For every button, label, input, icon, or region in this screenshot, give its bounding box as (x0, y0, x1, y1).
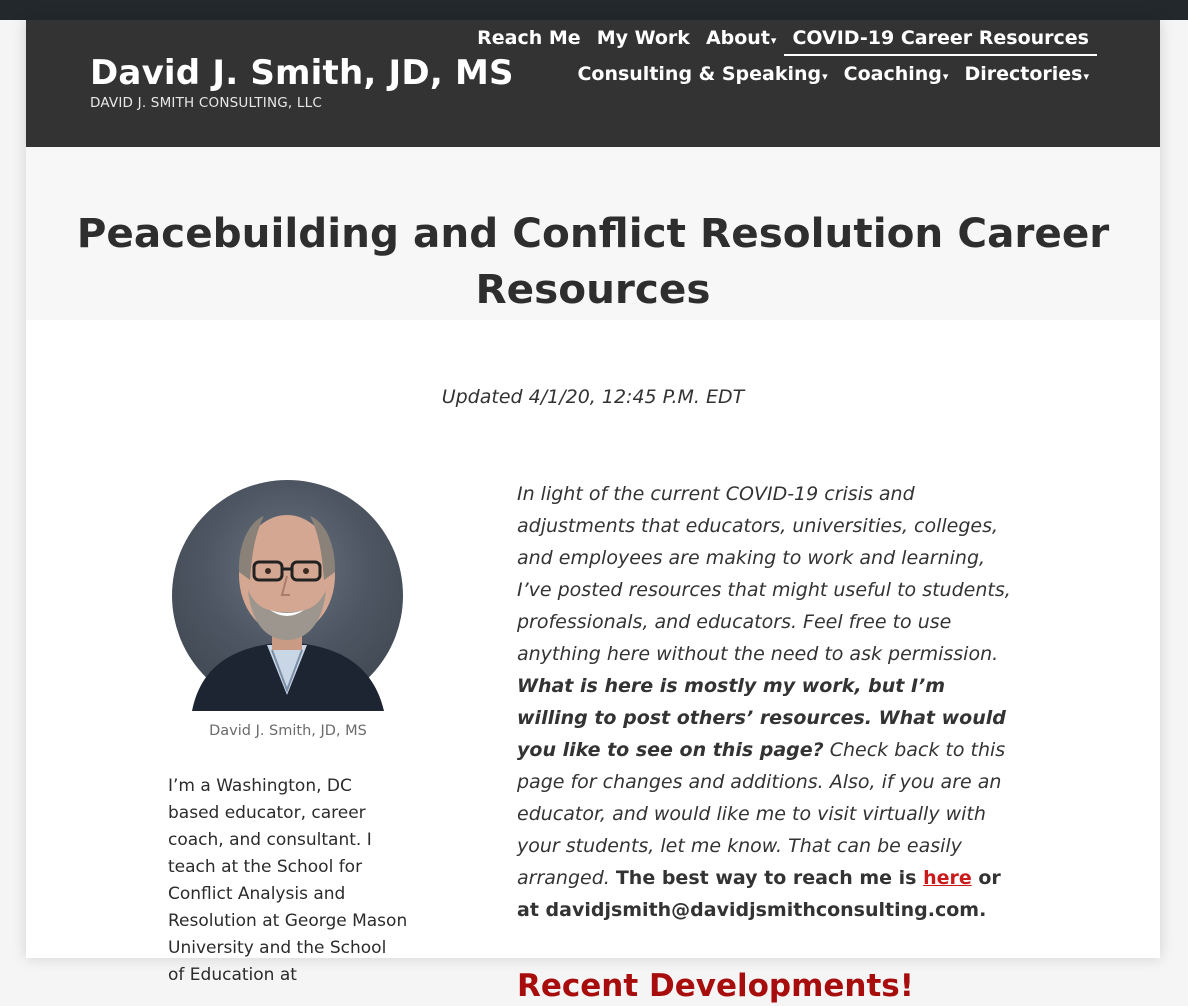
nav-item-consulting-speaking[interactable] (569, 56, 835, 90)
reach-me-link[interactable]: here (923, 867, 972, 889)
page-container (26, 20, 1160, 1004)
author-sidebar (168, 480, 408, 989)
nav-item-about[interactable] (698, 20, 785, 54)
nav-item-directories[interactable] (956, 56, 1097, 90)
site-header (26, 20, 1160, 147)
main-content (517, 478, 1022, 1006)
chevron-down-icon: ▾ (942, 70, 949, 83)
nav-item-label: COVID-19 Career Resources (792, 27, 1089, 49)
photo-caption: David J. Smith, JD, MS (209, 723, 367, 739)
nav-item-label: Consulting & Speaking (577, 63, 822, 85)
browser-top-bar (0, 0, 1188, 20)
portrait-illustration (172, 480, 403, 711)
nav-item-label: About (705, 27, 770, 49)
nav-item-label: Coaching (843, 63, 942, 85)
nav-item-my-work[interactable] (589, 20, 698, 54)
intro-paragraph (517, 478, 1022, 926)
nav-item-covid-19-career-resources[interactable] (784, 20, 1097, 56)
nav-item-reach-me[interactable] (469, 20, 589, 54)
nav-item-coaching[interactable] (836, 56, 957, 90)
updated-timestamp: Updated 4/1/20, 12:45 P.M. EDT (441, 386, 745, 408)
chevron-down-icon: ▾ (822, 70, 828, 83)
chevron-down-icon: ▾ (1083, 70, 1089, 83)
author-photo (172, 480, 403, 711)
reach-prefix: The best way to reach me is (615, 867, 924, 889)
site-title[interactable]: David J. Smith, JD, MS (90, 53, 514, 93)
reach-suffix: or at davidjsmith@davidjsmithconsulting.com. (517, 867, 1001, 921)
author-bio: I’m a Washington, DC based educator, career coach, and consultant. I teach at the School for Conflict Analysis and Resolution at George Mason University and the School of Education at (168, 776, 408, 985)
nav-item-label: Directories (964, 63, 1083, 85)
page-title: Peacebuilding and Conflict Resolution Career Resources (76, 209, 1110, 313)
intro-text-1: In light of the current COVID-19 crisis and adjustments that educators, universities, colleges, and employees are making to work and learning, I’ve posted resources that might useful to students, professionals, and educators. Feel free to use anything here without the need to ask permission. (517, 483, 1011, 665)
main-nav (457, 20, 1097, 90)
nav-item-label: My Work (596, 27, 690, 49)
page-hero (26, 147, 1160, 320)
chevron-down-icon: ▾ (770, 34, 777, 47)
intro-bold-question: What is here is mostly my work, but I’m willing to post others’ resources. What would you like to see on this page? (517, 675, 1006, 761)
intro-text-2: Check back to this page for changes and additions. Also, if you are an educator, and would like me to visit virtually with your students, let me know. That can be easily arranged. (517, 739, 1006, 889)
site-tagline: DAVID J. SMITH CONSULTING, LLC (90, 95, 322, 111)
nav-item-label: Reach Me (477, 27, 581, 49)
recent-developments-heading: Recent Developments! (517, 968, 914, 1004)
